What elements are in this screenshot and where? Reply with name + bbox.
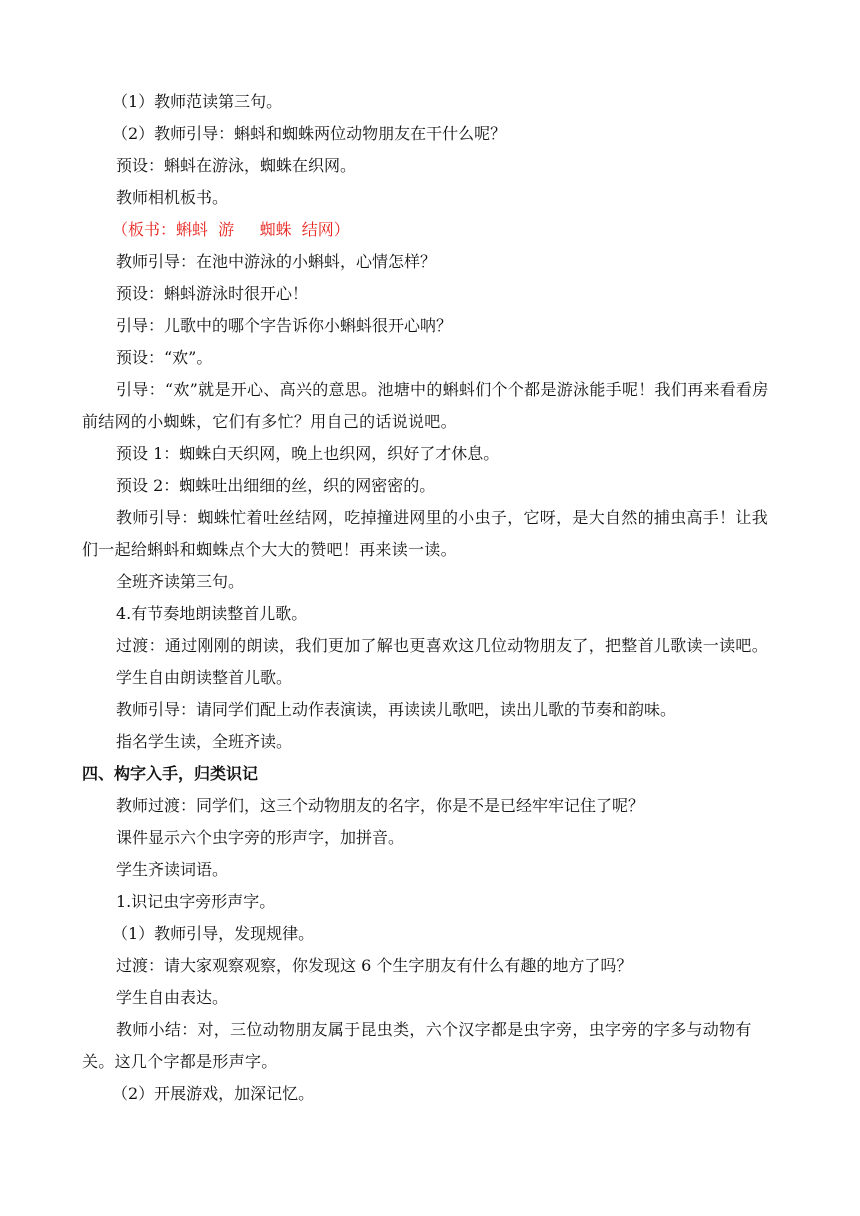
text-paragraph: 教师引导：蜘蛛忙着吐丝结网，吃掉撞进网里的小虫子，它呀，是大自然的捕虫高手！让我们一起给蝌蚪和蜘蛛点个大大的赞吧！再来读一读。 bbox=[82, 508, 769, 559]
text-line: 预设：蝌蚪在游泳，蜘蛛在织网。 bbox=[116, 156, 357, 175]
text-paragraph: 引导：“欢”就是开心、高兴的意思。池塘中的蝌蚪们个个都是游泳能手呢！我们再来看看房前结网的小蜘蛛，它们有多忙？用自己的话说说吧。 bbox=[82, 380, 769, 431]
text-line: 课件显示六个虫字旁的形声字，加拼音。 bbox=[116, 828, 405, 847]
text-line: 教师引导：请同学们配上动作表演读，再读读儿歌吧，读出儿歌的节奏和韵味。 bbox=[116, 700, 677, 719]
text-paragraph: 过渡：通过刚刚的朗读，我们更加了解也更喜欢这几位动物朋友了，把整首儿歌读一读吧。 bbox=[116, 636, 769, 655]
text-line: （2）开展游戏，加深记忆。 bbox=[112, 1084, 315, 1103]
section-heading: 四、构字入手，归类识记 bbox=[82, 764, 259, 783]
text-line: 全班齐读第三句。 bbox=[116, 572, 245, 591]
text-line: 预设 2：蜘蛛吐出细细的丝，织的网密密的。 bbox=[116, 476, 436, 495]
text-line: 预设：“欢”。 bbox=[116, 348, 213, 367]
text-line: （1）教师范读第三句。 bbox=[112, 92, 283, 111]
text-line: 指名学生读，全班齐读。 bbox=[116, 732, 293, 751]
document-body bbox=[82, 86, 782, 1110]
text-line: 预设：蝌蚪游泳时很开心！ bbox=[116, 284, 309, 303]
blackboard-note: （板书：蝌蚪 游 蜘蛛 结网） bbox=[112, 220, 350, 239]
text-line: 学生齐读词语。 bbox=[116, 860, 229, 879]
text-line: 教师过渡：同学们，这三个动物朋友的名字，你是不是已经牢牢记住了呢？ bbox=[116, 796, 645, 815]
text-line: 引导：儿歌中的哪个字告诉你小蝌蚪很开心呐？ bbox=[116, 316, 453, 335]
text-line: 1.识记虫字旁形声字。 bbox=[116, 892, 276, 911]
text-line: 4.有节奏地朗读整首儿歌。 bbox=[116, 604, 308, 623]
text-paragraph: 教师小结：对，三位动物朋友属于昆虫类，六个汉字都是虫字旁，虫字旁的字多与动物有关。这几个字都是形声字。 bbox=[82, 1020, 752, 1071]
text-line: （1）教师引导，发现规律。 bbox=[112, 924, 315, 943]
text-line: 学生自由朗读整首儿歌。 bbox=[116, 668, 293, 687]
text-line: 学生自由表达。 bbox=[116, 988, 229, 1007]
text-line: 教师引导：在池中游泳的小蝌蚪，心情怎样？ bbox=[116, 252, 437, 271]
text-line: 预设 1：蜘蛛白天织网，晚上也织网，织好了才休息。 bbox=[116, 444, 500, 463]
text-line: 过渡：请大家观察观察，你发现这 6 个生字朋友有什么有趣的地方了吗？ bbox=[116, 956, 633, 975]
text-line: （2）教师引导：蝌蚪和蜘蛛两位动物朋友在干什么呢？ bbox=[112, 124, 507, 143]
text-line: 教师相机板书。 bbox=[116, 188, 229, 207]
